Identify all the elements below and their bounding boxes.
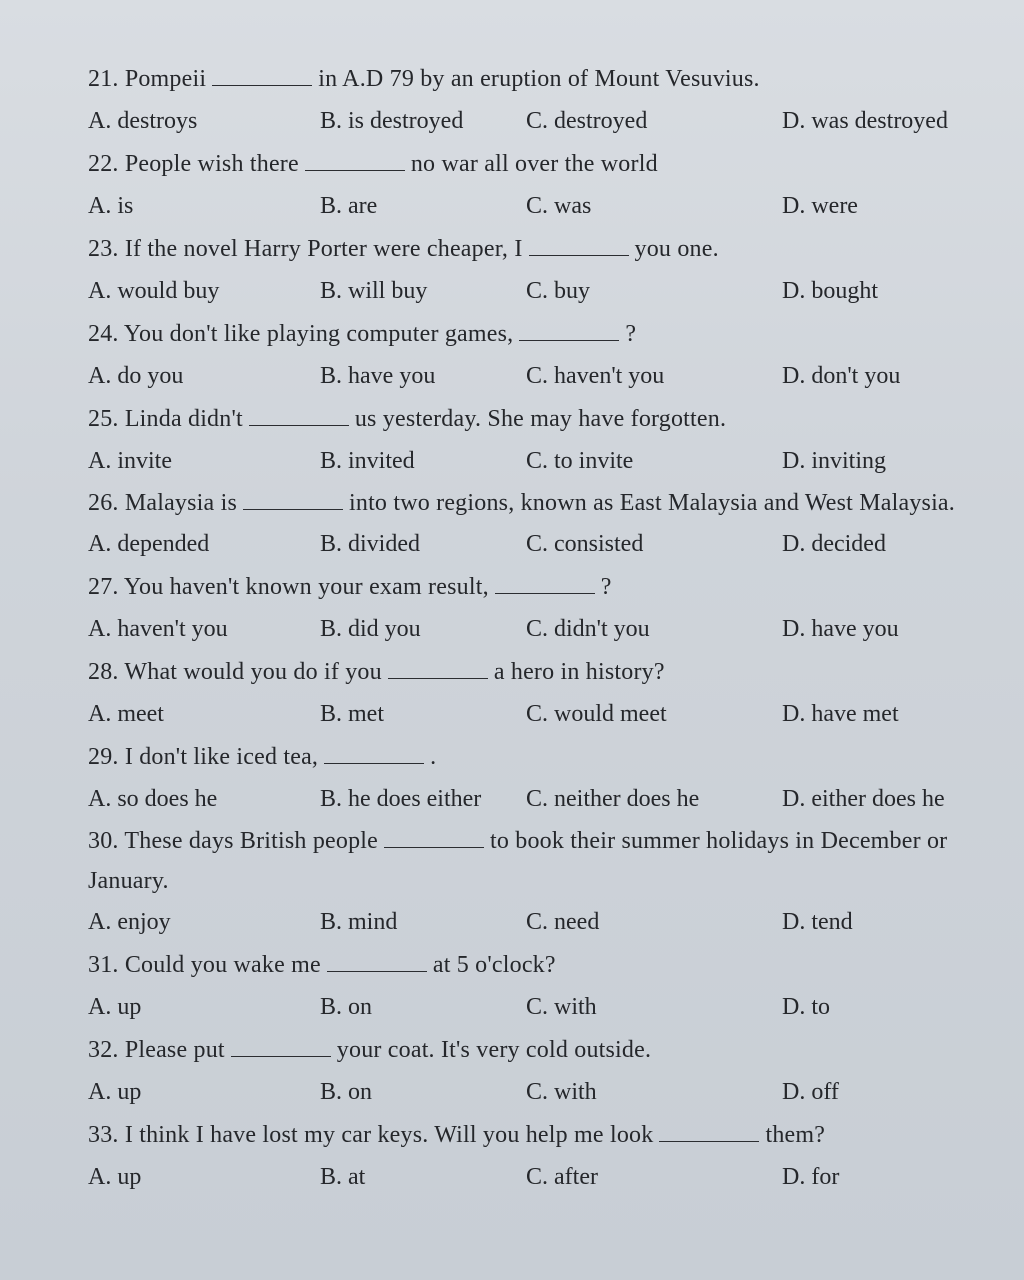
question-24 <box>88 313 984 398</box>
question-stem <box>88 1029 984 1071</box>
stem-after-blank: in A.D 79 by an eruption of Mount Vesuvius. <box>318 66 760 92</box>
answer-blank <box>495 573 595 594</box>
option-b: B. on <box>320 994 373 1020</box>
option-c: C. after <box>526 1164 598 1190</box>
answer-blank <box>243 489 343 510</box>
option-d: D. to <box>782 994 830 1020</box>
stem-after-blank: ? <box>625 321 637 347</box>
stem-before-blank: Pompeii <box>124 66 207 92</box>
option-b: B. divided <box>320 531 420 557</box>
question-21 <box>88 58 984 143</box>
option-d: D. don't you <box>782 363 901 389</box>
stem-before-blank: Could you wake me <box>124 952 321 978</box>
stem-before-blank: What would you do if you <box>124 659 382 685</box>
option-b: B. mind <box>320 909 398 935</box>
stem-before-blank: I think I have lost my car keys. Will you help me look <box>124 1122 654 1148</box>
stem-before-blank: People wish there <box>124 151 299 177</box>
answer-blank <box>324 743 424 764</box>
option-d: D. either does he <box>782 786 945 812</box>
question-stem <box>88 651 984 693</box>
question-25 <box>88 398 984 483</box>
answer-blank <box>249 405 349 426</box>
option-d: D. for <box>782 1164 840 1190</box>
question-number: 29. <box>88 744 119 770</box>
stem-before-blank: These days British people <box>124 828 379 854</box>
option-d: D. tend <box>782 909 853 935</box>
stem-after-blank: a hero in history? <box>493 659 665 685</box>
option-c: C. need <box>526 909 600 935</box>
question-number: 33. <box>88 1122 119 1148</box>
answer-blank <box>384 827 484 848</box>
question-number: 26. <box>88 490 119 516</box>
option-a: A. up <box>88 1164 142 1190</box>
answer-blank <box>327 951 427 972</box>
option-a: A. would buy <box>88 278 220 304</box>
question-number: 31. <box>88 952 119 978</box>
question-27 <box>88 566 984 651</box>
stem-before-blank: Linda didn't <box>124 406 243 432</box>
stem-after-blank: you one. <box>634 236 719 262</box>
question-stem <box>88 1114 984 1156</box>
option-d: D. decided <box>782 531 886 557</box>
question-number: 32. <box>88 1037 119 1063</box>
answer-blank <box>529 235 629 256</box>
option-d: D. was destroyed <box>782 108 948 134</box>
stem-before-blank: Malaysia is <box>124 490 237 516</box>
answer-blank <box>388 658 488 679</box>
question-stem <box>88 398 984 440</box>
answer-blank <box>231 1036 331 1057</box>
answer-blank <box>305 150 405 171</box>
option-a: A. is <box>88 193 134 219</box>
question-stem <box>88 313 984 355</box>
question-stem <box>88 58 984 100</box>
question-stem <box>88 228 984 270</box>
question-stem <box>88 143 984 185</box>
stem-after-blank: your coat. It's very cold outside. <box>336 1037 652 1063</box>
answer-blank <box>659 1121 759 1142</box>
option-b: B. invited <box>320 448 415 474</box>
question-number: 27. <box>88 574 119 600</box>
option-c: C. with <box>526 994 597 1020</box>
question-stem <box>88 483 968 523</box>
answer-options <box>88 185 984 228</box>
stem-after-blank: to book their summer holidays in December or January. <box>88 828 948 894</box>
option-c: C. to invite <box>526 448 634 474</box>
stem-before-blank: Please put <box>124 1037 225 1063</box>
question-number: 24. <box>88 321 119 347</box>
stem-after-blank: ? <box>600 574 612 600</box>
option-d: D. have you <box>782 616 899 642</box>
option-a: A. so does he <box>88 786 218 812</box>
stem-after-blank: . <box>430 744 437 770</box>
option-c: C. with <box>526 1079 597 1105</box>
question-stem <box>88 821 968 901</box>
question-stem <box>88 566 984 608</box>
answer-options <box>88 100 984 143</box>
question-31 <box>88 944 984 1029</box>
stem-after-blank: into two regions, known as East Malaysia and West Malaysia. <box>349 490 955 516</box>
question-number: 21. <box>88 66 119 92</box>
option-d: D. off <box>782 1079 839 1105</box>
option-d: D. have met <box>782 701 899 727</box>
answer-options <box>88 778 984 821</box>
answer-options <box>88 693 984 736</box>
question-number: 30. <box>88 828 119 854</box>
question-33 <box>88 1114 984 1199</box>
question-29 <box>88 736 984 821</box>
option-a: A. do you <box>88 363 184 389</box>
stem-before-blank: I don't like iced tea, <box>124 744 319 770</box>
answer-options <box>88 270 984 313</box>
option-b: B. are <box>320 193 378 219</box>
option-c: C. buy <box>526 278 591 304</box>
question-stem <box>88 944 984 986</box>
option-b: B. met <box>320 701 384 727</box>
stem-after-blank: no war all over the world <box>410 151 658 177</box>
option-c: C. didn't you <box>526 616 650 642</box>
question-30 <box>88 821 984 944</box>
option-a: A. enjoy <box>88 909 171 935</box>
option-b: B. at <box>320 1164 366 1190</box>
option-b: B. he does either <box>320 786 482 812</box>
option-b: B. did you <box>320 616 421 642</box>
answer-options <box>88 986 984 1029</box>
stem-before-blank: If the novel Harry Porter were cheaper, I <box>124 236 523 262</box>
answer-options <box>88 355 984 398</box>
option-a: A. destroys <box>88 108 198 134</box>
question-32 <box>88 1029 984 1114</box>
option-c: C. destroyed <box>526 108 648 134</box>
question-26 <box>88 483 984 566</box>
option-b: B. will buy <box>320 278 428 304</box>
option-d: D. bought <box>782 278 878 304</box>
stem-after-blank: us yesterday. She may have forgotten. <box>354 406 727 432</box>
option-a: A. up <box>88 994 142 1020</box>
option-c: C. was <box>526 193 592 219</box>
option-a: A. haven't you <box>88 616 228 642</box>
option-a: A. invite <box>88 448 172 474</box>
question-number: 25. <box>88 406 119 432</box>
answer-options <box>88 523 984 566</box>
option-a: A. depended <box>88 531 210 557</box>
question-number: 22. <box>88 151 119 177</box>
option-c: C. haven't you <box>526 363 665 389</box>
answer-options <box>88 1156 984 1199</box>
question-28 <box>88 651 984 736</box>
option-c: C. would meet <box>526 701 667 727</box>
answer-blank <box>212 65 312 86</box>
question-22 <box>88 143 984 228</box>
question-23 <box>88 228 984 313</box>
option-c: C. neither does he <box>526 786 700 812</box>
question-number: 23. <box>88 236 119 262</box>
answer-options <box>88 440 984 483</box>
option-c: C. consisted <box>526 531 644 557</box>
answer-options <box>88 1071 984 1114</box>
option-b: B. is destroyed <box>320 108 464 134</box>
option-a: A. meet <box>88 701 164 727</box>
answer-blank <box>519 320 619 341</box>
option-d: D. inviting <box>782 448 887 474</box>
stem-before-blank: You don't like playing computer games, <box>123 321 514 347</box>
option-b: B. have you <box>320 363 436 389</box>
option-a: A. up <box>88 1079 142 1105</box>
answer-options <box>88 608 984 651</box>
stem-after-blank: at 5 o'clock? <box>432 952 556 978</box>
question-number: 28. <box>88 659 119 685</box>
question-stem <box>88 736 984 778</box>
stem-after-blank: them? <box>765 1122 826 1148</box>
stem-before-blank: You haven't known your exam result, <box>123 574 489 600</box>
option-d: D. were <box>782 193 858 219</box>
answer-options <box>88 901 984 944</box>
option-b: B. on <box>320 1079 373 1105</box>
